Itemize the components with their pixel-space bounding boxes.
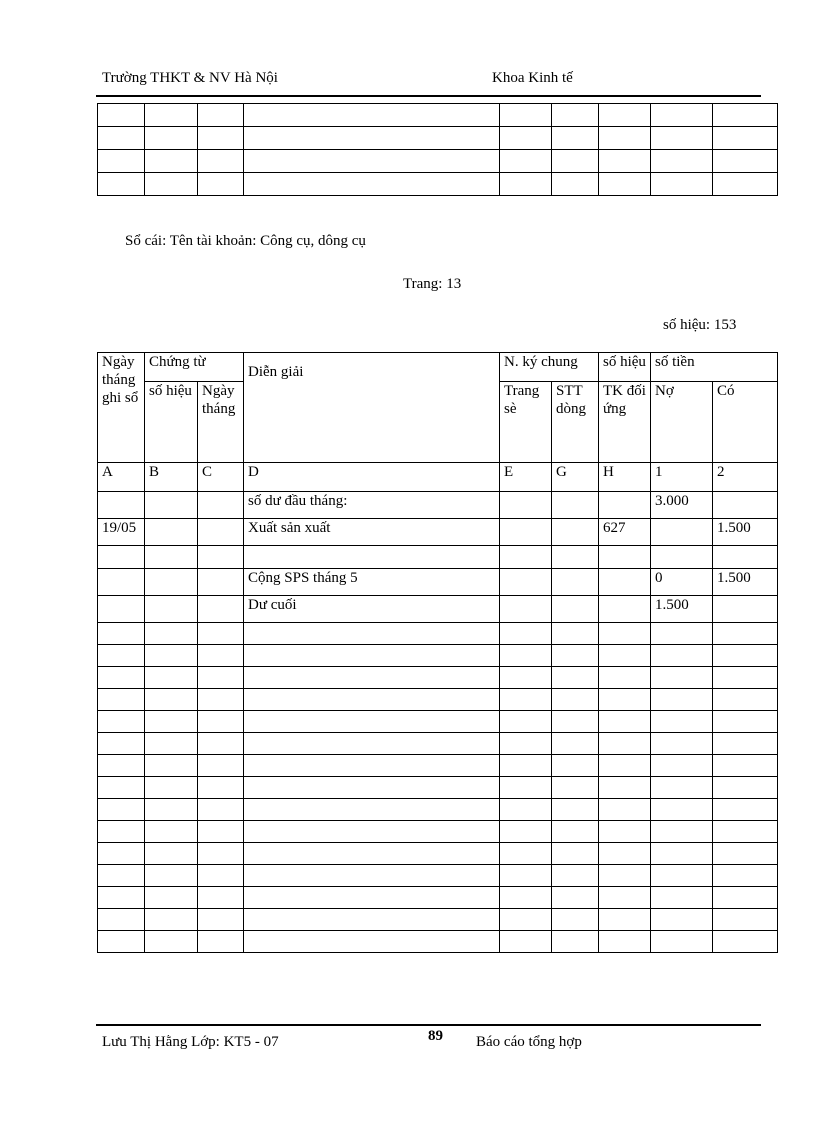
continuation-table [97,103,778,196]
cell-counter-account [599,569,651,596]
ledger-page: Trang: 13 [403,276,462,292]
table-row [98,569,778,596]
col-header-nkc: N. ký chung [500,353,599,382]
table-row [98,711,778,733]
cell-credit: 1.500 [713,569,778,596]
col-header-stt-dong: STT dòng [552,382,599,463]
cell-credit [713,546,778,569]
column-code: 1 [651,463,713,492]
cell-journal-page [500,569,552,596]
cell-date [98,546,145,569]
cell-doc-date [198,596,244,623]
table-row [98,931,778,953]
cell-counter-account [599,596,651,623]
cell-debit: 0 [651,569,713,596]
table-row [98,127,778,150]
cell-debit [651,546,713,569]
cell-counter-account [599,546,651,569]
col-header-chung-tu: Chứng từ [145,353,244,382]
col-header-ngay-thang: Ngày tháng [198,382,244,463]
col-header-trang-so: Trang sè [500,382,552,463]
table-row [98,799,778,821]
account-number: số hiệu: 153 [663,317,737,333]
table-row [98,887,778,909]
cell-date: 19/05 [98,519,145,546]
cell-credit: 1.500 [713,519,778,546]
table-row [98,104,778,127]
col-header-so-hieu-tk: số hiệu [599,353,651,382]
table-row [98,777,778,799]
table-row [98,821,778,843]
report-title: Báo cáo tổng hợp [476,1034,582,1050]
cell-doc-number [145,546,198,569]
cell-date [98,596,145,623]
cell-doc-number [145,492,198,519]
column-code: D [244,463,500,492]
ledger-title: Sổ cái: Tên tài khoản: Công cụ, dông cụ [125,233,366,249]
author-info: Lưu Thị Hằng Lớp: KT5 - 07 [102,1034,279,1050]
col-header-co: Có [713,382,778,463]
column-code: C [198,463,244,492]
cell-description: Xuất sản xuất [244,519,500,546]
table-row [98,755,778,777]
table-row [98,596,778,623]
cell-doc-date [198,546,244,569]
col-header-tk-doi-ung: TK đối ứng [599,382,651,463]
col-header-so-hieu: số hiệu [145,382,198,463]
footer-rule [96,1024,761,1026]
column-code: A [98,463,145,492]
cell-journal-line [552,596,599,623]
cell-journal-line [552,546,599,569]
table-row [98,492,778,519]
table-row [98,667,778,689]
table-row [98,546,778,569]
department-name: Khoa Kinh tế [492,70,573,86]
column-code: 2 [713,463,778,492]
cell-doc-number [145,569,198,596]
cell-counter-account: 627 [599,519,651,546]
table-row [98,843,778,865]
cell-description: Dư cuối [244,596,500,623]
table-row [98,645,778,667]
table-row [98,623,778,645]
col-header-so-tien: số tiền [651,353,778,382]
cell-journal-page [500,546,552,569]
cell-doc-date [198,569,244,596]
ledger-table [97,352,778,953]
table-row [98,173,778,196]
cell-journal-page [500,519,552,546]
col-header-ngay-ghi-so: Ngày tháng ghi sổ [98,353,145,463]
page-number: 89 [428,1028,443,1044]
cell-doc-date [198,492,244,519]
cell-credit [713,596,778,623]
cell-debit: 1.500 [651,596,713,623]
cell-counter-account [599,492,651,519]
header-rule [96,95,761,97]
cell-journal-line [552,492,599,519]
cell-doc-number [145,596,198,623]
cell-doc-date [198,519,244,546]
column-code: G [552,463,599,492]
cell-doc-number [145,519,198,546]
table-row [98,733,778,755]
cell-journal-page [500,596,552,623]
table-row [98,519,778,546]
cell-date [98,569,145,596]
cell-debit: 3.000 [651,492,713,519]
cell-date [98,492,145,519]
cell-description [244,546,500,569]
cell-journal-line [552,519,599,546]
column-code-row [98,463,778,492]
table-row [98,865,778,887]
school-name: Trường THKT & NV Hà Nội [102,70,278,86]
table-row [98,909,778,931]
column-code: B [145,463,198,492]
cell-description: số dư đầu tháng: [244,492,500,519]
cell-debit [651,519,713,546]
cell-description: Cộng SPS tháng 5 [244,569,500,596]
cell-credit [713,492,778,519]
cell-journal-line [552,569,599,596]
table-row [98,689,778,711]
col-header-dien-giai: Diễn giải [244,353,500,463]
col-header-no: Nợ [651,382,713,463]
column-code: H [599,463,651,492]
header-row-1 [98,353,778,382]
cell-journal-page [500,492,552,519]
table-row [98,150,778,173]
column-code: E [500,463,552,492]
